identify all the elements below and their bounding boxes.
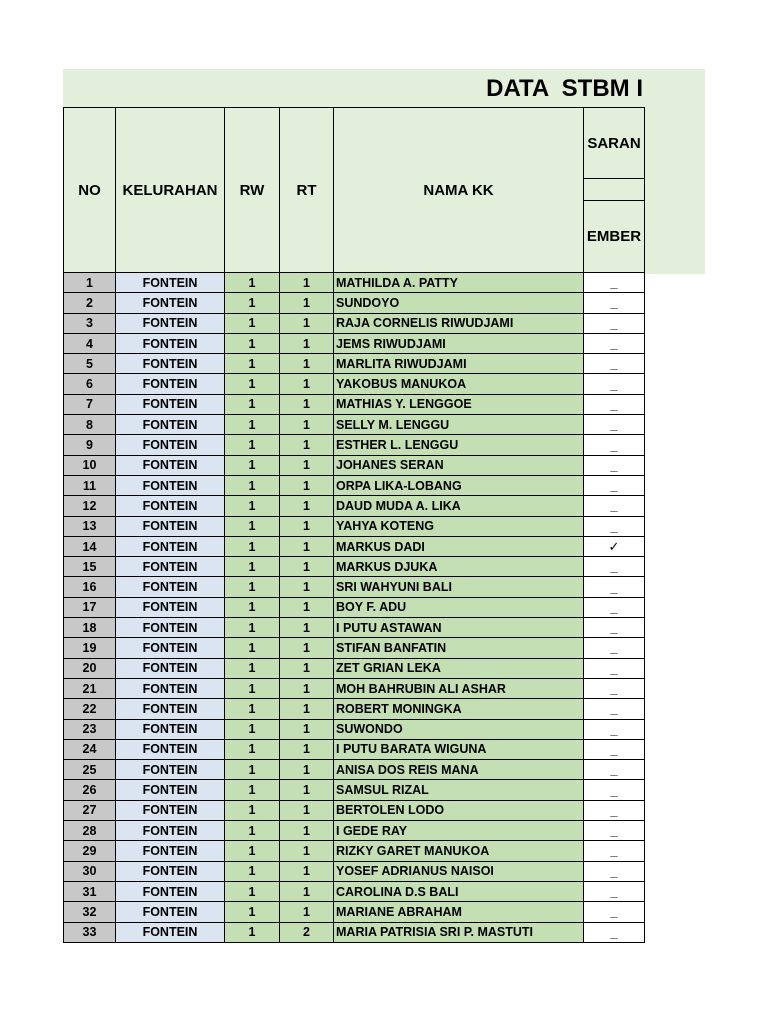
table-row xyxy=(64,699,645,719)
cell-ember-mark: _ xyxy=(584,800,645,820)
cell-rt: 1 xyxy=(280,394,334,414)
cell-nama-kk: MATHIAS Y. LENGGOE xyxy=(334,394,584,414)
table-row xyxy=(64,861,645,881)
cell-ember-mark: _ xyxy=(584,678,645,698)
cell-nama-kk: YAKOBUS MANUKOA xyxy=(334,374,584,394)
cell-nama-kk: MARLITA RIWUDJAMI xyxy=(334,354,584,374)
cell-ember-mark: _ xyxy=(584,821,645,841)
cell-ember-mark: _ xyxy=(584,881,645,901)
cell-rt: 1 xyxy=(280,293,334,313)
cell-kelurahan: FONTEIN xyxy=(116,516,225,536)
cell-rw: 1 xyxy=(225,922,280,942)
cell-rt: 1 xyxy=(280,881,334,901)
cell-nama-kk: ZET GRIAN LEKA xyxy=(334,658,584,678)
cell-kelurahan: FONTEIN xyxy=(116,496,225,516)
cell-no: 9 xyxy=(64,435,116,455)
table-row xyxy=(64,597,645,617)
cell-kelurahan: FONTEIN xyxy=(116,699,225,719)
table-row xyxy=(64,475,645,495)
cell-kelurahan: FONTEIN xyxy=(116,333,225,353)
cell-ember-mark: _ xyxy=(584,618,645,638)
cell-kelurahan: FONTEIN xyxy=(116,780,225,800)
cell-rt: 1 xyxy=(280,739,334,759)
cell-nama-kk: JEMS RIWUDJAMI xyxy=(334,333,584,353)
cell-no: 21 xyxy=(64,678,116,698)
table-row xyxy=(64,516,645,536)
cell-kelurahan: FONTEIN xyxy=(116,618,225,638)
cell-no: 27 xyxy=(64,800,116,820)
cell-no: 32 xyxy=(64,902,116,922)
cell-rw: 1 xyxy=(225,780,280,800)
cell-nama-kk: MOH BAHRUBIN ALI ASHAR xyxy=(334,678,584,698)
cell-kelurahan: FONTEIN xyxy=(116,881,225,901)
table-row xyxy=(64,273,645,293)
cell-kelurahan: FONTEIN xyxy=(116,922,225,942)
cell-rw: 1 xyxy=(225,638,280,658)
cell-kelurahan: FONTEIN xyxy=(116,719,225,739)
cell-ember-mark: _ xyxy=(584,415,645,435)
table-row xyxy=(64,313,645,333)
table-row xyxy=(64,760,645,780)
cell-ember-mark: _ xyxy=(584,293,645,313)
cell-ember-mark: _ xyxy=(584,394,645,414)
cell-no: 15 xyxy=(64,557,116,577)
cell-rw: 1 xyxy=(225,861,280,881)
cell-rw: 1 xyxy=(225,557,280,577)
cell-nama-kk: MARKUS DJUKA xyxy=(334,557,584,577)
table-row xyxy=(64,800,645,820)
cell-kelurahan: FONTEIN xyxy=(116,435,225,455)
cell-rt: 1 xyxy=(280,597,334,617)
cell-no: 1 xyxy=(64,273,116,293)
cell-ember-mark: _ xyxy=(584,435,645,455)
cell-rt: 1 xyxy=(280,638,334,658)
table-row xyxy=(64,821,645,841)
cell-no: 33 xyxy=(64,922,116,942)
cell-no: 12 xyxy=(64,496,116,516)
cell-no: 26 xyxy=(64,780,116,800)
cell-ember-mark: _ xyxy=(584,333,645,353)
cell-nama-kk: RAJA CORNELIS RIWUDJAMI xyxy=(334,313,584,333)
cell-ember-mark: _ xyxy=(584,719,645,739)
cell-nama-kk: MARIANE ABRAHAM xyxy=(334,902,584,922)
cell-no: 23 xyxy=(64,719,116,739)
cell-rt: 1 xyxy=(280,699,334,719)
table-row xyxy=(64,415,645,435)
cell-nama-kk: BOY F. ADU xyxy=(334,597,584,617)
cell-kelurahan: FONTEIN xyxy=(116,557,225,577)
table-row xyxy=(64,293,645,313)
cell-kelurahan: FONTEIN xyxy=(116,861,225,881)
cell-ember-mark: _ xyxy=(584,516,645,536)
cell-kelurahan: FONTEIN xyxy=(116,475,225,495)
cell-nama-kk: I PUTU BARATA WIGUNA xyxy=(334,739,584,759)
cell-rw: 1 xyxy=(225,821,280,841)
table-row xyxy=(64,719,645,739)
cell-rw: 1 xyxy=(225,536,280,556)
cell-rw: 1 xyxy=(225,313,280,333)
cell-ember-mark: _ xyxy=(584,354,645,374)
table-row xyxy=(64,638,645,658)
cell-ember-mark: _ xyxy=(584,475,645,495)
cell-nama-kk: CAROLINA D.S BALI xyxy=(334,881,584,901)
cell-rt: 1 xyxy=(280,496,334,516)
cell-no: 19 xyxy=(64,638,116,658)
cell-rw: 1 xyxy=(225,658,280,678)
cell-rw: 1 xyxy=(225,678,280,698)
cell-rt: 1 xyxy=(280,821,334,841)
table-row xyxy=(64,902,645,922)
cell-ember-mark: _ xyxy=(584,780,645,800)
cell-rt: 1 xyxy=(280,354,334,374)
header-rt: RT xyxy=(280,108,334,273)
table-row xyxy=(64,496,645,516)
table-row xyxy=(64,354,645,374)
table-row xyxy=(64,678,645,698)
cell-rt: 1 xyxy=(280,780,334,800)
table-row xyxy=(64,658,645,678)
cell-rt: 1 xyxy=(280,800,334,820)
cell-no: 16 xyxy=(64,577,116,597)
cell-rt: 1 xyxy=(280,374,334,394)
cell-kelurahan: FONTEIN xyxy=(116,577,225,597)
cell-nama-kk: SELLY M. LENGGU xyxy=(334,415,584,435)
cell-rt: 1 xyxy=(280,557,334,577)
table-row xyxy=(64,394,645,414)
cell-nama-kk: ANISA DOS REIS MANA xyxy=(334,760,584,780)
cell-rt: 1 xyxy=(280,415,334,435)
cell-kelurahan: FONTEIN xyxy=(116,374,225,394)
cell-no: 24 xyxy=(64,739,116,759)
header-blank-cell xyxy=(584,179,645,201)
cell-no: 11 xyxy=(64,475,116,495)
cell-rw: 1 xyxy=(225,435,280,455)
table-row xyxy=(64,780,645,800)
table-body xyxy=(64,273,645,943)
cell-rw: 1 xyxy=(225,760,280,780)
cell-kelurahan: FONTEIN xyxy=(116,902,225,922)
cell-rt: 1 xyxy=(280,313,334,333)
table-row xyxy=(64,333,645,353)
cell-rt: 1 xyxy=(280,618,334,638)
cell-no: 18 xyxy=(64,618,116,638)
cell-no: 17 xyxy=(64,597,116,617)
cell-rt: 1 xyxy=(280,678,334,698)
table-row xyxy=(64,557,645,577)
cell-rt: 1 xyxy=(280,333,334,353)
header-kelurahan: KELURAHAN xyxy=(116,108,225,273)
cell-no: 2 xyxy=(64,293,116,313)
cell-kelurahan: FONTEIN xyxy=(116,739,225,759)
cell-nama-kk: MATHILDA A. PATTY xyxy=(334,273,584,293)
cell-ember-mark: _ xyxy=(584,313,645,333)
cell-kelurahan: FONTEIN xyxy=(116,841,225,861)
header-no: NO xyxy=(64,108,116,273)
cell-nama-kk: MARKUS DADI xyxy=(334,536,584,556)
cell-nama-kk: YOSEF ADRIANUS NAISOI xyxy=(334,861,584,881)
cell-ember-mark: _ xyxy=(584,557,645,577)
cell-ember-mark: _ xyxy=(584,374,645,394)
cell-rw: 1 xyxy=(225,577,280,597)
cell-nama-kk: SRI WAHYUNI BALI xyxy=(334,577,584,597)
cell-kelurahan: FONTEIN xyxy=(116,678,225,698)
cell-no: 22 xyxy=(64,699,116,719)
cell-ember-mark: _ xyxy=(584,638,645,658)
header-sarana-group: SARAN xyxy=(584,108,645,179)
cell-nama-kk: I GEDE RAY xyxy=(334,821,584,841)
cell-rt: 1 xyxy=(280,435,334,455)
cell-ember-mark: _ xyxy=(584,861,645,881)
cell-no: 5 xyxy=(64,354,116,374)
cell-nama-kk: MARIA PATRISIA SRI P. MASTUTI xyxy=(334,922,584,942)
cell-kelurahan: FONTEIN xyxy=(116,455,225,475)
cell-ember-mark: _ xyxy=(584,922,645,942)
cell-kelurahan: FONTEIN xyxy=(116,597,225,617)
cell-nama-kk: ORPA LIKA-LOBANG xyxy=(334,475,584,495)
cell-rt: 1 xyxy=(280,861,334,881)
cell-ember-mark: ✓ xyxy=(584,536,645,556)
cell-rw: 1 xyxy=(225,841,280,861)
cell-kelurahan: FONTEIN xyxy=(116,760,225,780)
cell-no: 6 xyxy=(64,374,116,394)
cell-no: 28 xyxy=(64,821,116,841)
cell-rw: 1 xyxy=(225,333,280,353)
cell-ember-mark: _ xyxy=(584,577,645,597)
cell-no: 7 xyxy=(64,394,116,414)
cell-no: 13 xyxy=(64,516,116,536)
table-row xyxy=(64,455,645,475)
table-row xyxy=(64,577,645,597)
cell-nama-kk: SUWONDO xyxy=(334,719,584,739)
cell-kelurahan: FONTEIN xyxy=(116,638,225,658)
cell-nama-kk: ESTHER L. LENGGU xyxy=(334,435,584,455)
cell-rw: 1 xyxy=(225,597,280,617)
header-rw: RW xyxy=(225,108,280,273)
cell-rw: 1 xyxy=(225,902,280,922)
cell-rw: 1 xyxy=(225,496,280,516)
cell-nama-kk: STIFAN BANFATIN xyxy=(334,638,584,658)
cell-rw: 1 xyxy=(225,800,280,820)
cell-ember-mark: _ xyxy=(584,496,645,516)
cell-nama-kk: YAHYA KOTENG xyxy=(334,516,584,536)
cell-kelurahan: FONTEIN xyxy=(116,354,225,374)
table-row xyxy=(64,739,645,759)
cell-rt: 1 xyxy=(280,577,334,597)
cell-rt: 1 xyxy=(280,658,334,678)
cell-kelurahan: FONTEIN xyxy=(116,313,225,333)
cell-no: 14 xyxy=(64,536,116,556)
cell-ember-mark: _ xyxy=(584,455,645,475)
cell-rw: 1 xyxy=(225,475,280,495)
cell-nama-kk: RIZKY GARET MANUKOA xyxy=(334,841,584,861)
cell-no: 10 xyxy=(64,455,116,475)
header-ember: EMBER xyxy=(584,201,645,273)
cell-no: 31 xyxy=(64,881,116,901)
sheet-title: DATA STBM I xyxy=(486,75,643,102)
cell-no: 4 xyxy=(64,333,116,353)
cell-nama-kk: SAMSUL RIZAL xyxy=(334,780,584,800)
cell-no: 3 xyxy=(64,313,116,333)
cell-no: 30 xyxy=(64,861,116,881)
cell-ember-mark: _ xyxy=(584,658,645,678)
cell-kelurahan: FONTEIN xyxy=(116,415,225,435)
cell-ember-mark: _ xyxy=(584,597,645,617)
table-row xyxy=(64,536,645,556)
cell-rt: 1 xyxy=(280,760,334,780)
cell-kelurahan: FONTEIN xyxy=(116,821,225,841)
cell-nama-kk: JOHANES SERAN xyxy=(334,455,584,475)
cell-kelurahan: FONTEIN xyxy=(116,800,225,820)
cell-rt: 1 xyxy=(280,455,334,475)
cell-rw: 1 xyxy=(225,719,280,739)
cell-rw: 1 xyxy=(225,415,280,435)
cell-rw: 1 xyxy=(225,699,280,719)
cell-kelurahan: FONTEIN xyxy=(116,658,225,678)
cell-rw: 1 xyxy=(225,354,280,374)
table-row xyxy=(64,881,645,901)
table-row xyxy=(64,435,645,455)
cell-rw: 1 xyxy=(225,394,280,414)
cell-rw: 1 xyxy=(225,374,280,394)
cell-rt: 2 xyxy=(280,922,334,942)
cell-rw: 1 xyxy=(225,455,280,475)
cell-kelurahan: FONTEIN xyxy=(116,536,225,556)
table-row xyxy=(64,374,645,394)
cell-nama-kk: BERTOLEN LODO xyxy=(334,800,584,820)
cell-ember-mark: _ xyxy=(584,739,645,759)
cell-kelurahan: FONTEIN xyxy=(116,273,225,293)
cell-ember-mark: _ xyxy=(584,273,645,293)
cell-rw: 1 xyxy=(225,293,280,313)
cell-rt: 1 xyxy=(280,841,334,861)
cell-nama-kk: SUNDOYO xyxy=(334,293,584,313)
cell-nama-kk: DAUD MUDA A. LIKA xyxy=(334,496,584,516)
cell-no: 20 xyxy=(64,658,116,678)
cell-rt: 1 xyxy=(280,516,334,536)
cell-no: 8 xyxy=(64,415,116,435)
cell-no: 29 xyxy=(64,841,116,861)
cell-rw: 1 xyxy=(225,273,280,293)
cell-rw: 1 xyxy=(225,516,280,536)
cell-nama-kk: ROBERT MONINGKA xyxy=(334,699,584,719)
cell-rt: 1 xyxy=(280,536,334,556)
table-row xyxy=(64,841,645,861)
table-row xyxy=(64,922,645,942)
cell-nama-kk: I PUTU ASTAWAN xyxy=(334,618,584,638)
cell-rw: 1 xyxy=(225,618,280,638)
cell-kelurahan: FONTEIN xyxy=(116,293,225,313)
data-table xyxy=(63,107,645,943)
cell-ember-mark: _ xyxy=(584,699,645,719)
cell-rt: 1 xyxy=(280,475,334,495)
cell-ember-mark: _ xyxy=(584,841,645,861)
cell-ember-mark: _ xyxy=(584,760,645,780)
cell-rw: 1 xyxy=(225,739,280,759)
cell-kelurahan: FONTEIN xyxy=(116,394,225,414)
cell-ember-mark: _ xyxy=(584,902,645,922)
cell-rt: 1 xyxy=(280,273,334,293)
cell-rw: 1 xyxy=(225,881,280,901)
cell-rt: 1 xyxy=(280,719,334,739)
cell-no: 25 xyxy=(64,760,116,780)
table-row xyxy=(64,618,645,638)
header-nama-kk: NAMA KK xyxy=(334,108,584,273)
cell-rt: 1 xyxy=(280,902,334,922)
